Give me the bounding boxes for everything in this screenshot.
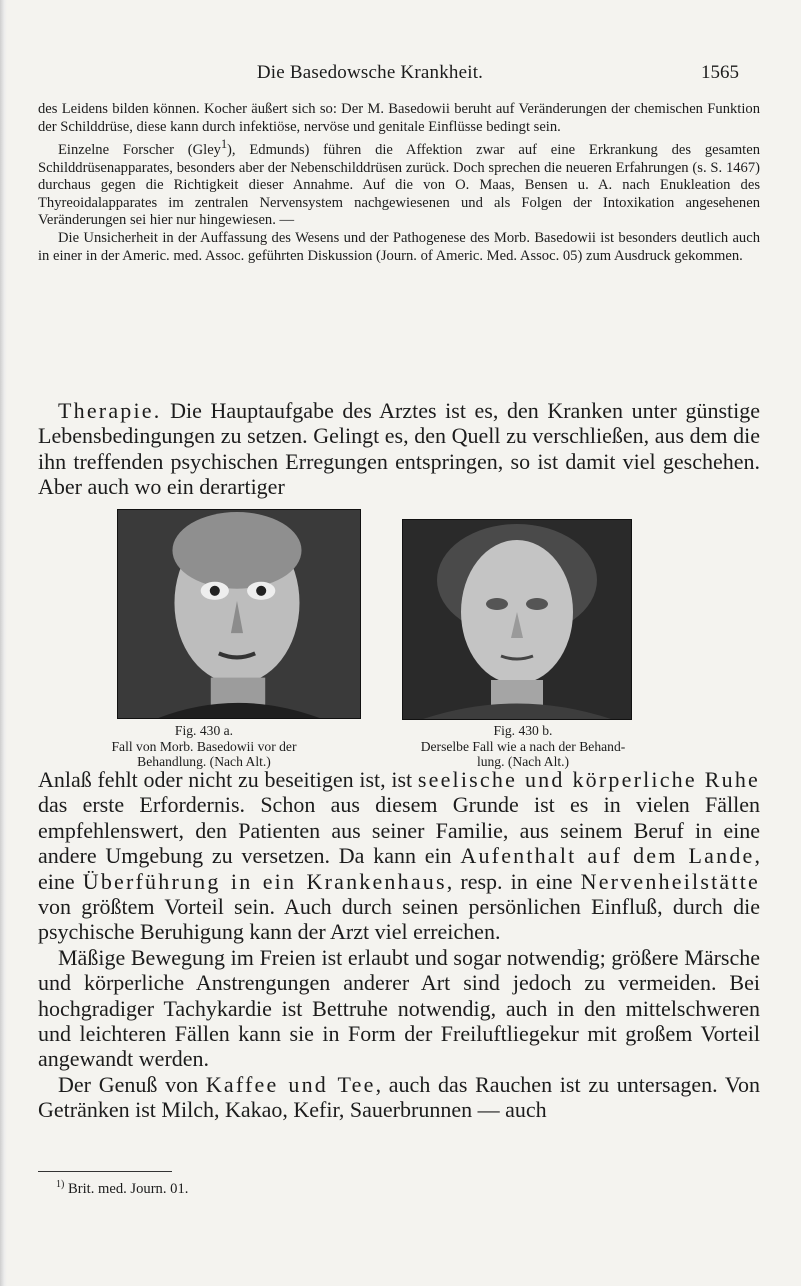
page-binding-shadow [0,0,7,1286]
running-title: Die Basedowsche Krankheit. [256,62,484,83]
text-run: , auch das Rauchen ist zu untersagen. Von Getränken ist Milch, Kakao, Kefir, Sauerbrunnen — auch [38,1071,760,1123]
figure-430b-label: Fig. 430 b. [493,723,553,738]
figure-430a-caption [58,723,350,770]
paragraph-bewegung: Mäßige Bewegung im Freien ist erlaubt und sogar notwendig; größere Märsche und körperliche Anstrengungen anderer Art sind jedoch zu vermeiden. Bei hochgradiger Tachykardie ist Bettruhe notwendig, auch in den mittelschweren und leichteren Fällen kann sie in Form der Freiluftliegekur mit großem Vorteil angewandt werden. [38,944,760,1072]
emphasis-ruhe: seelische und körperliche Ruhe [417,767,760,792]
figure-430b-photo [402,519,632,720]
emphasis-nervenheilstaette: Nervenheilstätte [580,868,760,894]
text-run: , resp. in eine [446,868,581,894]
figure-430b-caption [358,723,688,770]
figure-430b-caption-line1: Derselbe Fall wie a nach der Behand- [420,738,626,754]
footnote-ref: 1 [220,137,228,152]
therapy-paragraph [38,398,760,500]
page-header [0,62,801,90]
portrait-after-icon [403,520,631,719]
text-run: , eine [38,843,760,894]
footnote [56,1176,188,1198]
emphasis-krankenhaus: Überführung in ein Krankenhaus [82,868,447,894]
therapy-heading: Therapie. [58,398,162,423]
paragraph-forscher-rest: ), Edmunds) führen die Affektion zwar auf eine Erkrankung des gesamten Schilddrüsenapparates, besonders aber der Nebenschilddrüsen zurück. Doch sprechen die neueren Erfahrungen (s. S. 1467) durchaus gegen die Richtigkeit dieser Annahme. Auf die von O. Maas, Bensen u. A. nach Enukleation des Thyreoidalapparates im zentralen Nervensystem nachgewiesenen und als Folgen der Intoxikation angesehenen Veränderungen sei hier nur hingewiesen. — [38,142,760,229]
body-continuation [38,767,760,1123]
therapy-text: Die Hauptaufgabe des Arztes ist es, den Kranken unter günstige Lebensbedingungen zu setzen. Gelingt es, den Quell zu verschließen, aus dem die ihn treffenden psychischen Erregungen entspringen, so ist damit viel geschehen. Aber auch wo ein derartiger [38,398,761,500]
paragraph-ruhe [38,767,760,945]
footnote-marker: 1) [56,1179,65,1190]
paragraph-forscher [38,136,760,230]
figure-430a-caption-line1: Fall von Morb. Basedowii vor der [111,738,297,754]
text-run: von größtem Vorteil sein. Auch durch seinen persönlichen Einfluß, durch die psychische Beruhigung kann der Arzt viel erreichen. [38,894,760,945]
figure-430a-photo [117,509,361,719]
therapy-section [38,398,760,500]
text-run: das erste Erfordernis. Schon aus diesem Grunde ist es in vielen Fällen empfehlenswert, den Patienten aus seiner Familie, aus seinem Beruf in eine andere Umgebung zu versetzen. Da kann ein [38,792,760,869]
figure-430a-label: Fig. 430 a. [174,723,234,738]
portrait-before-icon [118,510,360,718]
page-number: 1565 [701,62,739,83]
footnote-text: Brit. med. Journ. 01. [68,1180,189,1197]
small-print-section [38,101,760,265]
paragraph-unsicherheit: Die Unsicherheit in der Auffassung des Wesens und der Pathogenese des Morb. Basedowii ist besonders deutlich auch in einer in der Americ. med. Assoc. geführten Diskussion (Journ. of Americ. Med. Assoc. 05) zum Ausdruck gekommen. [38,230,760,264]
footnote-divider [38,1171,172,1172]
text-run: Anlaß fehlt oder nicht zu beseitigen ist, ist [38,767,418,792]
paragraph-kocher: des Leidens bilden können. Kocher äußert sich so: Der M. Basedowii beruht auf Veränderungen der chemischen Funktion der Schilddrüse, diese kann durch infektiöse, nervöse und genitale Einflüsse bedingt sein. [38,101,760,135]
paragraph-forscher-start: Einzelne Forscher (Gley [58,142,221,159]
figure-430a-caption-line2: Behandlung. (Nach Alt.) [137,754,271,769]
text-run: Der Genuß von [58,1071,206,1097]
emphasis-lande: Aufenthalt auf dem Lande [460,843,755,869]
paragraph-kaffee [38,1072,760,1123]
figure-430b-caption-line2: lung. (Nach Alt.) [476,754,570,769]
emphasis-kaffee-tee: Kaffee und Tee [205,1071,376,1097]
